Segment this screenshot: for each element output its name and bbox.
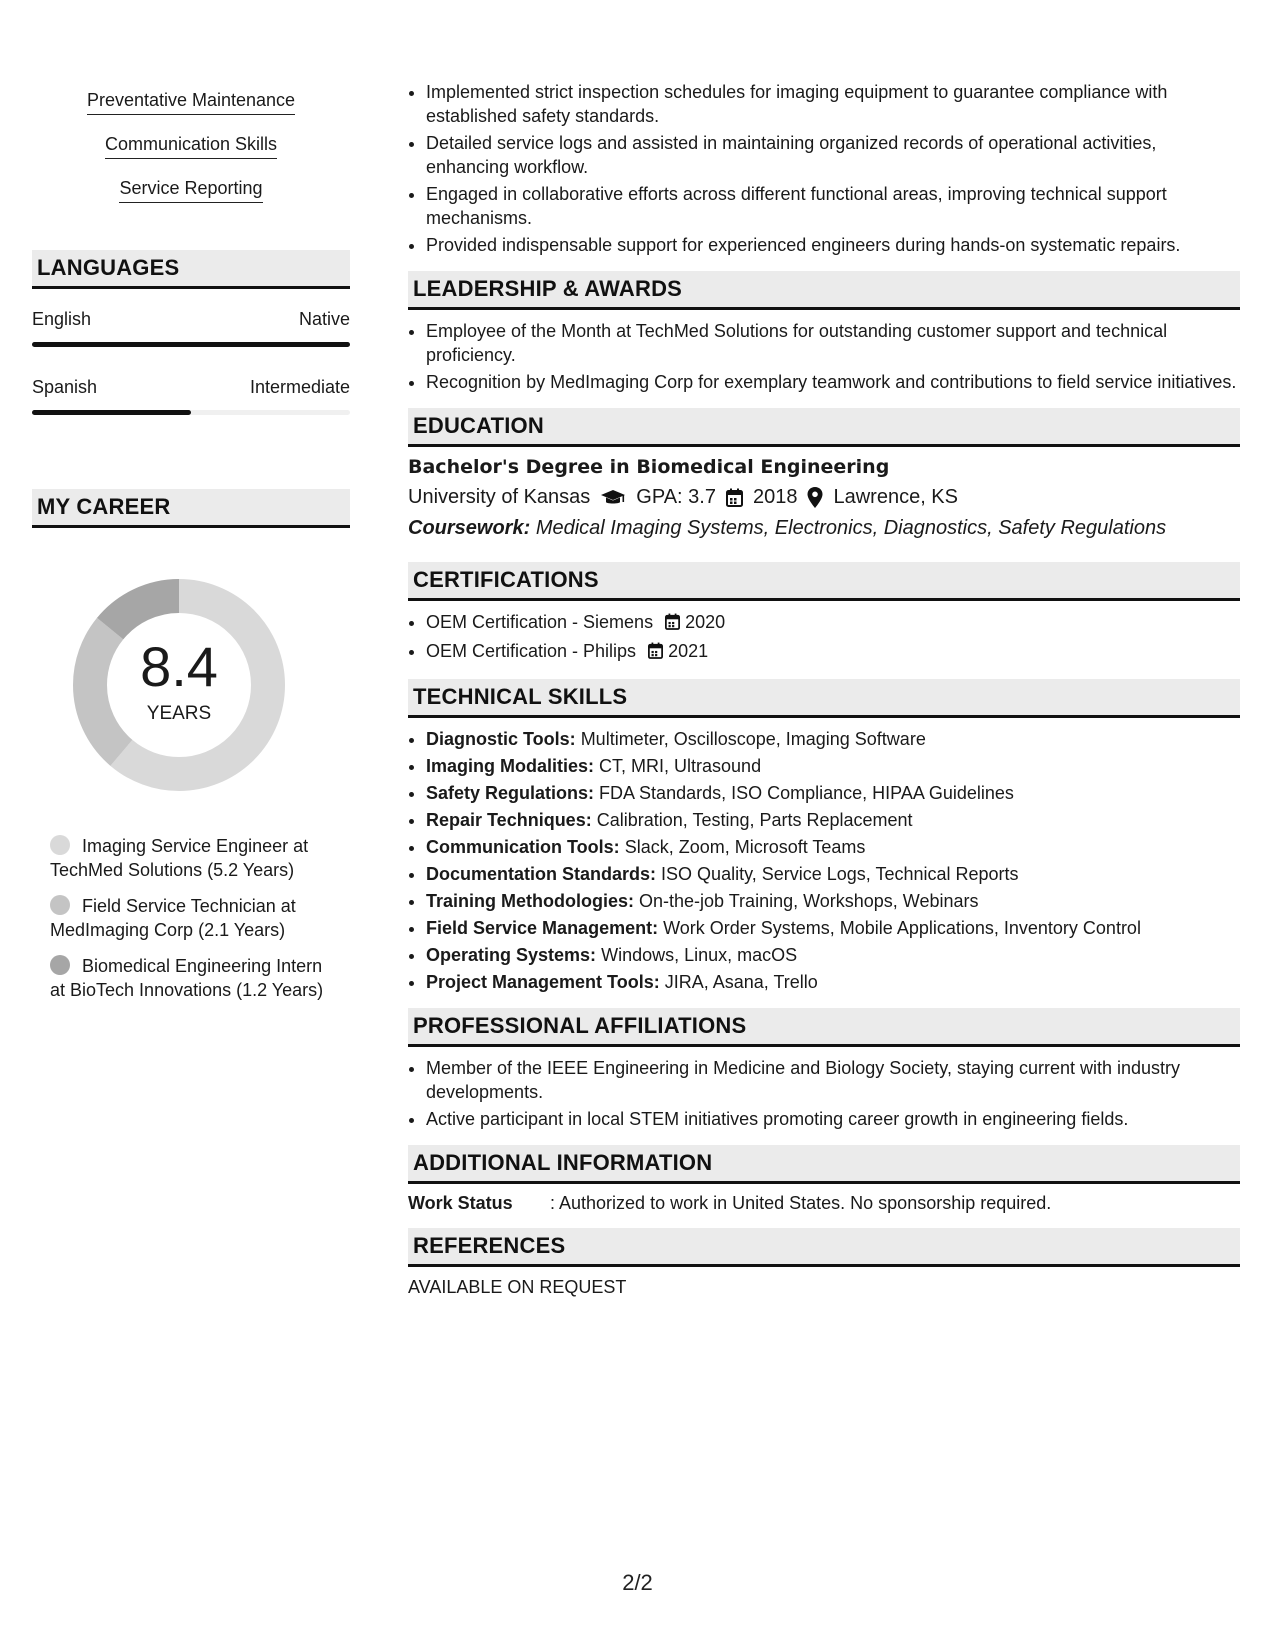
language-name: English xyxy=(32,309,92,329)
calendar-icon xyxy=(648,641,663,665)
left-column xyxy=(32,80,350,1014)
education-section xyxy=(408,408,1240,540)
languages-title: LANGUAGES xyxy=(32,250,350,289)
additional-info-section xyxy=(408,1145,1240,1214)
work-status-value: : Authorized to work in United States. No sponsorship required. xyxy=(550,1193,1052,1213)
education-details xyxy=(408,486,1240,509)
career-total-years: 8.4 xyxy=(140,635,218,698)
coursework-text: Medical Imaging Systems, Electronics, Diagnostics, Safety Regulations xyxy=(535,517,1167,539)
leadership-item: • Employee of the Month at TechMed Solutions for outstanding customer support and technical proficiency. xyxy=(426,319,1240,367)
technical-skill-item: • Project Management Tools: JIRA, Asana, Trello xyxy=(426,970,1240,994)
legend-label: Imaging Service Engineer at TechMed Solutions (5.2 Years) xyxy=(50,836,309,880)
certification-item xyxy=(426,639,1240,665)
technical-skill-item: • Communication Tools: Slack, Zoom, Microsoft Teams xyxy=(426,835,1240,859)
skills-list xyxy=(32,80,350,212)
skill-tag: Preventative Maintenance xyxy=(87,88,295,115)
experience-bullet: • Detailed service logs and assisted in maintaining organized records of operational activities, enhancing workflow. xyxy=(426,131,1240,179)
legend-dot xyxy=(50,895,70,915)
experience-bullet: • Engaged in collaborative efforts across different functional areas, improving technical support mechanisms. xyxy=(426,182,1240,230)
education-school: University of Kansas xyxy=(408,486,591,508)
leadership-title: LEADERSHIP & AWARDS xyxy=(408,271,1240,310)
technical-skill-item: • Field Service Management: Work Order Systems, Mobile Applications, Inventory Control xyxy=(426,916,1240,940)
references-title: REFERENCES xyxy=(408,1228,1240,1267)
right-column xyxy=(408,80,1240,1298)
language-level: Intermediate xyxy=(249,377,350,397)
education-coursework xyxy=(408,517,1240,540)
affiliation-item: • Active participant in local STEM initiatives promoting career growth in engineering fields. xyxy=(426,1107,1240,1131)
skill-tag: Service Reporting xyxy=(119,176,262,203)
experience-bullet: • Provided indispensable support for experienced engineers during hands-on systematic repairs. xyxy=(426,233,1240,257)
additional-info-title: ADDITIONAL INFORMATION xyxy=(408,1145,1240,1184)
graduation-cap-icon xyxy=(600,489,626,507)
technical-skills-section xyxy=(408,679,1240,994)
legend-label: Biomedical Engineering Intern at BioTech Innovations (1.2 Years) xyxy=(50,956,324,1000)
experience-bullet: • Implemented strict inspection schedules for imaging equipment to guarantee compliance with established safety standards. xyxy=(426,80,1240,128)
work-status-label: Work Status xyxy=(408,1193,513,1213)
certifications-title: CERTIFICATIONS xyxy=(408,562,1240,601)
career-years-unit: YEARS xyxy=(146,703,212,724)
education-gpa: GPA: 3.7 xyxy=(636,486,716,508)
location-pin-icon xyxy=(807,487,823,508)
legend-dot xyxy=(50,955,70,975)
affiliations-title: PROFESSIONAL AFFILIATIONS xyxy=(408,1008,1240,1047)
legend-label: Field Service Technician at MedImaging Corp (2.1 Years) xyxy=(50,896,296,940)
experience-bullets xyxy=(408,80,1240,257)
education-location: Lawrence, KS xyxy=(833,486,958,508)
technical-skill-item: • Imaging Modalities: CT, MRI, Ultrasound xyxy=(426,754,1240,778)
technical-skill-item: • Operating Systems: Windows, Linux, macOS xyxy=(426,943,1240,967)
calendar-icon xyxy=(665,612,680,636)
certification-name: OEM Certification - Philips xyxy=(426,641,637,661)
affiliation-item: • Member of the IEEE Engineering in Medicine and Biology Society, staying current with industry developments. xyxy=(426,1056,1240,1104)
legend-item xyxy=(50,954,330,1002)
legend-item xyxy=(50,894,330,942)
language-level-fill xyxy=(32,410,191,415)
certifications-section xyxy=(408,562,1240,665)
certification-name: OEM Certification - Siemens xyxy=(426,612,654,632)
language-level-bar xyxy=(32,342,350,347)
language-level-bar xyxy=(32,410,350,415)
technical-skill-item: • Safety Regulations: FDA Standards, ISO Compliance, HIPAA Guidelines xyxy=(426,781,1240,805)
technical-skill-item: • Diagnostic Tools: Multimeter, Oscilloscope, Imaging Software xyxy=(426,727,1240,751)
leadership-item: • Recognition by MedImaging Corp for exemplary teamwork and contributions to field service initiatives. xyxy=(426,370,1240,394)
skill-tag: Communication Skills xyxy=(105,132,277,159)
career-legend xyxy=(50,834,330,1002)
certification-year: 2021 xyxy=(668,641,709,661)
coursework-label: Coursework: xyxy=(408,517,531,539)
technical-skill-item: • Training Methodologies: On-the-job Training, Workshops, Webinars xyxy=(426,889,1240,913)
career-title: MY CAREER xyxy=(32,489,350,528)
education-year: 2018 xyxy=(752,486,798,508)
education-degree: Bachelor's Degree in Biomedical Engineering xyxy=(408,456,890,478)
language-level: Native xyxy=(298,309,350,329)
education-title: EDUCATION xyxy=(408,408,1240,447)
calendar-icon xyxy=(726,488,743,507)
page-number: 2/2 xyxy=(622,1570,653,1595)
technical-skill-item: • Repair Techniques: Calibration, Testing, Parts Replacement xyxy=(426,808,1240,832)
career-donut-chart xyxy=(64,570,294,800)
language-item xyxy=(32,377,350,415)
certification-year: 2020 xyxy=(685,612,726,632)
technical-skills-title: TECHNICAL SKILLS xyxy=(408,679,1240,718)
legend-item xyxy=(50,834,330,882)
affiliations-section xyxy=(408,1008,1240,1131)
references-section xyxy=(408,1228,1240,1298)
certification-item xyxy=(426,610,1240,636)
language-name: Spanish xyxy=(32,377,98,397)
legend-dot xyxy=(50,835,70,855)
technical-skill-item: • Documentation Standards: ISO Quality, Service Logs, Technical Reports xyxy=(426,862,1240,886)
leadership-section xyxy=(408,271,1240,394)
language-item xyxy=(32,309,350,347)
references-text: AVAILABLE ON REQUEST xyxy=(408,1277,627,1297)
language-level-fill xyxy=(32,342,350,347)
